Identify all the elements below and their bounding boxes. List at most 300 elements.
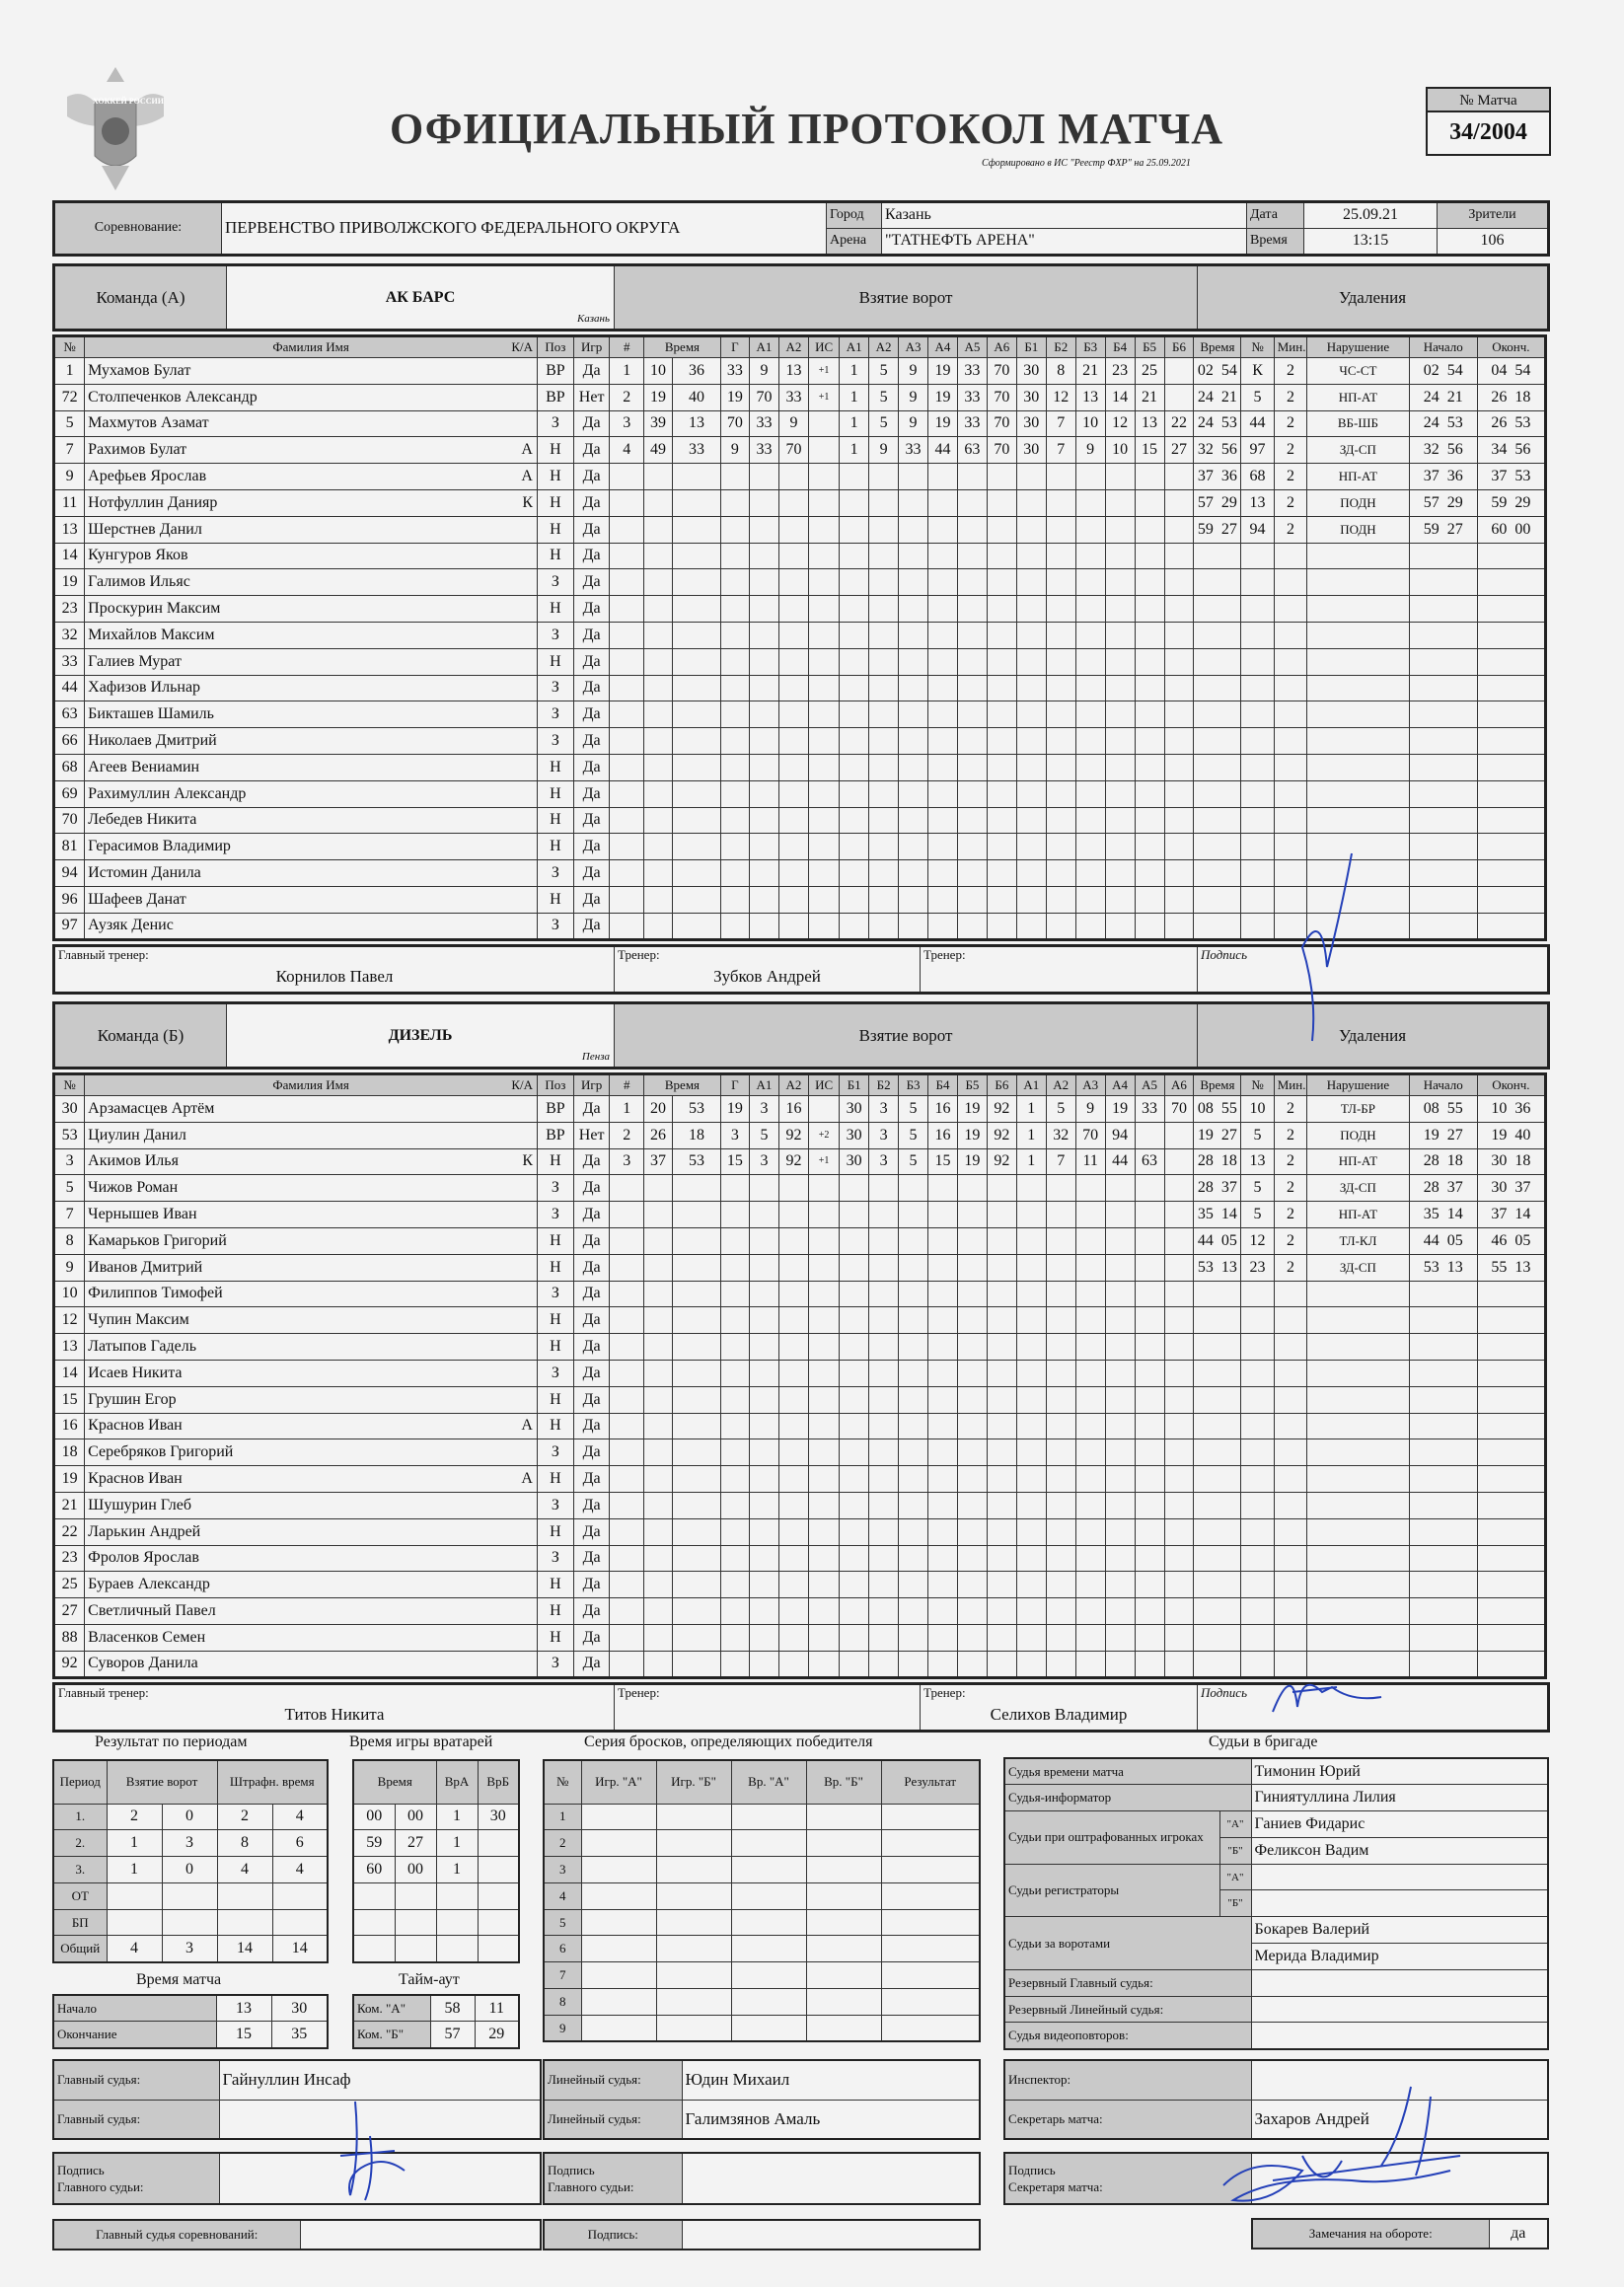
- so-cell: [656, 1882, 731, 1909]
- goal-cell: [720, 1254, 749, 1281]
- player-position: З: [537, 1281, 573, 1307]
- goal-cell: [610, 516, 644, 543]
- pen-infraction: ЗД-СП: [1307, 437, 1410, 464]
- goal-cell: [1075, 464, 1105, 490]
- goal-cell: [1105, 675, 1135, 701]
- pen-cell: [1241, 834, 1274, 860]
- pen-end: 30 37: [1477, 1175, 1545, 1202]
- teamB-coach1-label: Тренер:: [618, 1684, 660, 1700]
- goal-cell: [720, 1202, 749, 1228]
- player-position: З: [537, 1492, 573, 1518]
- goal-cell: [840, 489, 869, 516]
- goal-cell: [899, 675, 928, 701]
- pen-cell: [1409, 1334, 1477, 1361]
- goal-cell: [720, 1545, 749, 1572]
- player-number: 23: [54, 596, 85, 623]
- goal-cell: 19: [928, 358, 958, 385]
- player-plays: Да: [573, 728, 610, 755]
- goal-cell: [1016, 1545, 1046, 1572]
- goal-cell: [928, 913, 958, 939]
- teamB-goals-title: Взятие ворот: [615, 1003, 1198, 1069]
- goal-cell: [1164, 1386, 1194, 1413]
- pen-cell: [1194, 1651, 1241, 1677]
- player-plays: Да: [573, 596, 610, 623]
- teamB-goal-col: А1: [749, 1074, 778, 1096]
- pen-cell: [1194, 1492, 1241, 1518]
- player-position: Н: [537, 1466, 573, 1493]
- player-position: Н: [537, 516, 573, 543]
- pen-cell: [1274, 1518, 1306, 1545]
- goal-cell: [809, 464, 840, 490]
- goal-cell: [1075, 728, 1105, 755]
- goal-cell: [610, 1624, 644, 1651]
- player-name: Фролов Ярослав: [85, 1545, 538, 1572]
- goal-cell: [957, 1572, 987, 1598]
- goal-cell: [1075, 596, 1105, 623]
- goal-cell: [928, 1254, 958, 1281]
- pen-cell: [1409, 1624, 1477, 1651]
- goal-cell: [928, 728, 958, 755]
- goal-cell: [840, 596, 869, 623]
- player-position: Н: [537, 489, 573, 516]
- time-value: 13:15: [1304, 228, 1438, 255]
- goal-cell: [1164, 622, 1194, 648]
- signature-head-ref: [326, 2097, 414, 2205]
- goal-cell: [987, 1598, 1016, 1625]
- goal-cell: [899, 489, 928, 516]
- player-plays: Да: [573, 410, 610, 437]
- goal-cell: [610, 1334, 644, 1361]
- registrars-label: Судьи регистраторы: [1004, 1864, 1219, 1917]
- goal-cell: [840, 1439, 869, 1466]
- goal-cell: [1016, 701, 1046, 728]
- pen-cell: [1274, 1545, 1306, 1572]
- pen-infraction: ЗД-СП: [1307, 1254, 1410, 1281]
- goal-cell: [1046, 780, 1075, 807]
- goal-cell: [1105, 886, 1135, 913]
- goal-cell: [1046, 1334, 1075, 1361]
- goal-cell: [809, 913, 840, 939]
- teamB-goal-col: ИС: [809, 1074, 840, 1096]
- goal-cell: [809, 437, 840, 464]
- res-cell: [272, 1882, 328, 1909]
- goal-cell: 1: [840, 358, 869, 385]
- pen-player: К: [1241, 358, 1274, 385]
- so-num: 5: [544, 1909, 581, 1936]
- goal-cell: 19: [720, 384, 749, 410]
- goal-cell: [899, 780, 928, 807]
- table-row: [54, 1572, 1546, 1598]
- res-cell: 8: [217, 1830, 272, 1857]
- so-col: Результат: [881, 1760, 980, 1804]
- results-title: Результат по периодам: [95, 1734, 248, 1750]
- table-row: [353, 1804, 519, 1830]
- goal-cell: [957, 543, 987, 569]
- goal-cell: [749, 543, 778, 569]
- player-position: ВР: [537, 384, 573, 410]
- goal-cell: [840, 1202, 869, 1228]
- head-ref-sign-table: [52, 2152, 542, 2205]
- goal-cell: [987, 886, 1016, 913]
- goal-cell: [1075, 1281, 1105, 1307]
- pen-cell: [1274, 1572, 1306, 1598]
- goal-cell: 70: [987, 437, 1016, 464]
- so-cell: [581, 1962, 656, 1989]
- so-num: 8: [544, 1989, 581, 2016]
- goal-cell: [809, 675, 840, 701]
- goal-cell: [1164, 807, 1194, 834]
- goal-cell: 33: [778, 384, 808, 410]
- pen-cell: [1307, 1624, 1410, 1651]
- goal-cell: [610, 913, 644, 939]
- res-cell: 4: [272, 1804, 328, 1830]
- reg-a-tag: "А": [1219, 1864, 1251, 1890]
- table-row: [53, 1936, 328, 1962]
- timeout-a-mm: 58: [430, 1995, 475, 2022]
- goal-cell: [928, 780, 958, 807]
- goal-cell: [672, 543, 720, 569]
- goal-cell: 10: [644, 358, 673, 385]
- player-plays: Да: [573, 701, 610, 728]
- goal-cell: [1075, 1572, 1105, 1598]
- player-plays: Да: [573, 1096, 610, 1123]
- goal-cell: [957, 464, 987, 490]
- res-cell: 14: [217, 1936, 272, 1962]
- goal-cell: [809, 860, 840, 887]
- goal-cell: [1105, 516, 1135, 543]
- goal-cell: [610, 1281, 644, 1307]
- player-name: Чупин Максим: [85, 1307, 538, 1334]
- teamB-coach1: [618, 1701, 917, 1707]
- competition-head-table: [52, 2219, 542, 2250]
- pen-cell: [1409, 1545, 1477, 1572]
- goal-cell: [840, 1281, 869, 1307]
- teamB-onice-col: А5: [1135, 1074, 1164, 1096]
- goal-cell: [1075, 543, 1105, 569]
- gk-cell: [436, 1882, 478, 1909]
- video-judge: [1251, 2023, 1548, 2049]
- pen-cell: [1477, 1307, 1545, 1334]
- table-row: [353, 1857, 519, 1883]
- so-cell: [806, 1909, 881, 1936]
- pen-start: 28 18: [1409, 1148, 1477, 1175]
- pen-cell: [1241, 596, 1274, 623]
- teamB-head-coach-cell: [54, 1683, 615, 1731]
- player-name: Мухамов Булат: [85, 358, 538, 385]
- res-cell: 4: [107, 1936, 162, 1962]
- goal-cell: [1075, 807, 1105, 834]
- teamA-coach1-label: Тренер:: [618, 946, 660, 962]
- player-position: Н: [537, 1624, 573, 1651]
- teamB-onice-col: Б5: [957, 1074, 987, 1096]
- table-row: [53, 1882, 328, 1909]
- goal-cell: [869, 1386, 899, 1413]
- goal-cell: [610, 1492, 644, 1518]
- player-name: Власенков Семен: [85, 1624, 538, 1651]
- teamB-pen-col: Нарушение: [1307, 1074, 1410, 1096]
- pen-cell: [1477, 754, 1545, 780]
- goal-cell: [778, 464, 808, 490]
- goal-cell: [840, 1572, 869, 1598]
- goal-cell: [778, 1598, 808, 1625]
- goal-cell: 5: [869, 358, 899, 385]
- match-time-title: Время матча: [136, 1971, 222, 1988]
- player-plays: Да: [573, 1651, 610, 1677]
- goal-cell: [1135, 728, 1164, 755]
- player-number: 22: [54, 1518, 85, 1545]
- signature-secretary: [1214, 2077, 1480, 2225]
- sign-head-field-2: [682, 2153, 980, 2204]
- res-period: 1.: [53, 1804, 107, 1830]
- pen-cell: [1241, 1307, 1274, 1334]
- goal-cell: [1135, 569, 1164, 596]
- pen-cell: [1274, 1624, 1306, 1651]
- goal-cell: [1016, 1386, 1046, 1413]
- goal-cell: [610, 648, 644, 675]
- goal-cell: [928, 1518, 958, 1545]
- goal-cell: [1164, 1518, 1194, 1545]
- goal-cell: [1164, 1307, 1194, 1334]
- goal-cell: 9: [720, 437, 749, 464]
- goal-cell: [1016, 489, 1046, 516]
- goal-cell: [869, 807, 899, 834]
- goal-cell: [957, 1439, 987, 1466]
- pen-player: 5: [1241, 1122, 1274, 1148]
- line-ref-2: Галимзянов Амаль: [682, 2100, 980, 2139]
- goal-cell: [809, 807, 840, 834]
- goal-cell: [928, 1334, 958, 1361]
- goal-cell: [610, 596, 644, 623]
- pen-infraction: ПОДН: [1307, 516, 1410, 543]
- player-position: З: [537, 675, 573, 701]
- goal-cell: 70: [778, 437, 808, 464]
- player-name: Нотфуллин Данияр К: [85, 489, 538, 516]
- pen-cell: [1409, 780, 1477, 807]
- goal-cell: [1135, 1122, 1164, 1148]
- goal-cell: [987, 569, 1016, 596]
- player-plays: Да: [573, 675, 610, 701]
- player-plays: Да: [573, 1439, 610, 1466]
- so-cell: [731, 2015, 806, 2041]
- goal-cell: [778, 913, 808, 939]
- goal-cell: [928, 1598, 958, 1625]
- goal-cell: [809, 543, 840, 569]
- line-referees-table: [543, 2059, 981, 2140]
- goal-cell: [644, 834, 673, 860]
- goal-cell: [749, 464, 778, 490]
- teamB-col-play: Игр: [573, 1074, 610, 1096]
- table-row: [544, 1936, 980, 1962]
- goal-cell: [1164, 358, 1194, 385]
- goal-cell: [644, 1413, 673, 1439]
- goal-cell: [899, 1545, 928, 1572]
- player-position: Н: [537, 1148, 573, 1175]
- goal-cell: [987, 464, 1016, 490]
- goal-cell: [610, 543, 644, 569]
- pen-end: 30 18: [1477, 1148, 1545, 1175]
- goal-cell: [749, 1439, 778, 1466]
- goal-cell: [987, 860, 1016, 887]
- teamB-head-coach-label: Главный тренер:: [58, 1684, 149, 1700]
- goal-cell: [1046, 834, 1075, 860]
- goal-cell: [869, 1413, 899, 1439]
- goal-cell: [1046, 1202, 1075, 1228]
- goal-cell: [720, 1281, 749, 1307]
- pen-cell: [1307, 728, 1410, 755]
- goal-cell: [928, 1175, 958, 1202]
- so-num: 4: [544, 1882, 581, 1909]
- player-plays: Да: [573, 1545, 610, 1572]
- goal-cell: [987, 1466, 1016, 1493]
- goal-cell: [957, 1254, 987, 1281]
- line-ref-1: Юдин Михаил: [682, 2060, 980, 2100]
- pen-cell: [1194, 622, 1241, 648]
- goal-cell: [840, 1254, 869, 1281]
- player-plays: Да: [573, 1413, 610, 1439]
- player-position: З: [537, 622, 573, 648]
- so-cell: [731, 1909, 806, 1936]
- goal-cell: [644, 886, 673, 913]
- goal-cell: [957, 1281, 987, 1307]
- pen-min: 2: [1274, 358, 1306, 385]
- goal-cell: [869, 1227, 899, 1254]
- goal-cell: [987, 1624, 1016, 1651]
- goal-cell: [610, 701, 644, 728]
- pen-min: 2: [1274, 464, 1306, 490]
- pen-cell: [1241, 1545, 1274, 1572]
- goal-cell: [749, 807, 778, 834]
- goal-cell: [869, 886, 899, 913]
- pen-cell: [1274, 622, 1306, 648]
- goal-cell: [1105, 543, 1135, 569]
- goal-cell: [928, 1360, 958, 1386]
- pen-cell: [1409, 648, 1477, 675]
- goal-cell: [672, 807, 720, 834]
- goal-cell: [610, 1227, 644, 1254]
- remarks-value: да: [1489, 2219, 1548, 2249]
- goal-cell: 21: [1135, 384, 1164, 410]
- goal-cell: [957, 1545, 987, 1572]
- so-num: 6: [544, 1936, 581, 1962]
- goal-cell: [720, 622, 749, 648]
- secretary-label: Секретарь матча:: [1004, 2100, 1251, 2139]
- pen-cell: [1194, 860, 1241, 887]
- gk-cell: 59: [353, 1830, 395, 1857]
- goal-cell: [1075, 1466, 1105, 1493]
- goal-cell: [1016, 886, 1046, 913]
- teamB-coach2: Селихов Владимир: [990, 1704, 1128, 1724]
- so-cell: [581, 1857, 656, 1883]
- goal-cell: [928, 1307, 958, 1334]
- goal-cell: [720, 701, 749, 728]
- goal-cell: [1046, 1386, 1075, 1413]
- goal-cell: [1135, 886, 1164, 913]
- pen-min: 2: [1274, 437, 1306, 464]
- goal-cell: [672, 1492, 720, 1518]
- goal-cell: [778, 1307, 808, 1334]
- goal-cell: [987, 516, 1016, 543]
- goal-cell: [957, 648, 987, 675]
- pen-time: 35 14: [1194, 1202, 1241, 1228]
- pen-cell: [1274, 780, 1306, 807]
- so-cell: [806, 1962, 881, 1989]
- goal-cell: [957, 701, 987, 728]
- so-cell: [581, 1804, 656, 1830]
- goal-cell: [1135, 1545, 1164, 1572]
- goal-cell: [1105, 1202, 1135, 1228]
- pen-cell: [1194, 596, 1241, 623]
- teamA-col-name: Фамилия Имя К/А: [85, 336, 538, 358]
- goal-cell: 92: [778, 1122, 808, 1148]
- goal-cell: [720, 648, 749, 675]
- goal-cell: [957, 807, 987, 834]
- goal-cell: [1135, 1651, 1164, 1677]
- goal-cell: [1075, 569, 1105, 596]
- so-cell: [656, 1962, 731, 1989]
- goal-cell: [1046, 675, 1075, 701]
- player-name: Аузяк Денис: [85, 913, 538, 939]
- goal-cell: [1135, 1307, 1164, 1334]
- goal-cell: [1075, 780, 1105, 807]
- reg-b-tag: "Б": [1219, 1890, 1251, 1917]
- goal-cell: 39: [644, 410, 673, 437]
- player-number: 69: [54, 780, 85, 807]
- teamB-coach1-cell: [615, 1683, 921, 1731]
- goal-cell: [720, 1307, 749, 1334]
- penbox-a: Ганиев Фидарис: [1251, 1811, 1548, 1838]
- logo-text: ХОККЕЙ РОССИИ: [93, 97, 164, 106]
- pen-cell: [1241, 1466, 1274, 1493]
- goal-cell: [1075, 1545, 1105, 1572]
- teamA-pen-col: Оконч.: [1477, 336, 1545, 358]
- pen-start: 59 27: [1409, 516, 1477, 543]
- so-cell: [806, 1882, 881, 1909]
- goal-cell: [899, 1175, 928, 1202]
- goal-cell: [1046, 754, 1075, 780]
- goal-cell: [1135, 1572, 1164, 1598]
- player-plays: Нет: [573, 384, 610, 410]
- pen-cell: [1194, 1598, 1241, 1625]
- goal-cell: [672, 675, 720, 701]
- teamA-goal-col: Время: [644, 336, 721, 358]
- goal-cell: [720, 834, 749, 860]
- goal-cell: [987, 1572, 1016, 1598]
- goal-cell: [1164, 675, 1194, 701]
- pen-min: 2: [1274, 1122, 1306, 1148]
- goal-cell: [720, 516, 749, 543]
- goal-cell: [957, 728, 987, 755]
- goal-cell: [1016, 1651, 1046, 1677]
- player-number: 23: [54, 1545, 85, 1572]
- table-row: [54, 410, 1546, 437]
- goal-cell: [1046, 1598, 1075, 1625]
- pen-infraction: ТЛ-БР: [1307, 1096, 1410, 1123]
- goal-cell: [987, 780, 1016, 807]
- goal-cell: [840, 701, 869, 728]
- goal-cell: [778, 1281, 808, 1307]
- goal-cell: 53: [672, 1148, 720, 1175]
- goal-cell: [869, 622, 899, 648]
- goal-cell: [840, 1466, 869, 1493]
- goal-cell: [1164, 1413, 1194, 1439]
- goal-cell: [1135, 913, 1164, 939]
- pen-cell: [1409, 807, 1477, 834]
- goal-cell: [644, 1254, 673, 1281]
- pen-cell: [1241, 1572, 1274, 1598]
- res-period: ОТ: [53, 1882, 107, 1909]
- goal-cell: [1075, 1413, 1105, 1439]
- goal-cell: [749, 834, 778, 860]
